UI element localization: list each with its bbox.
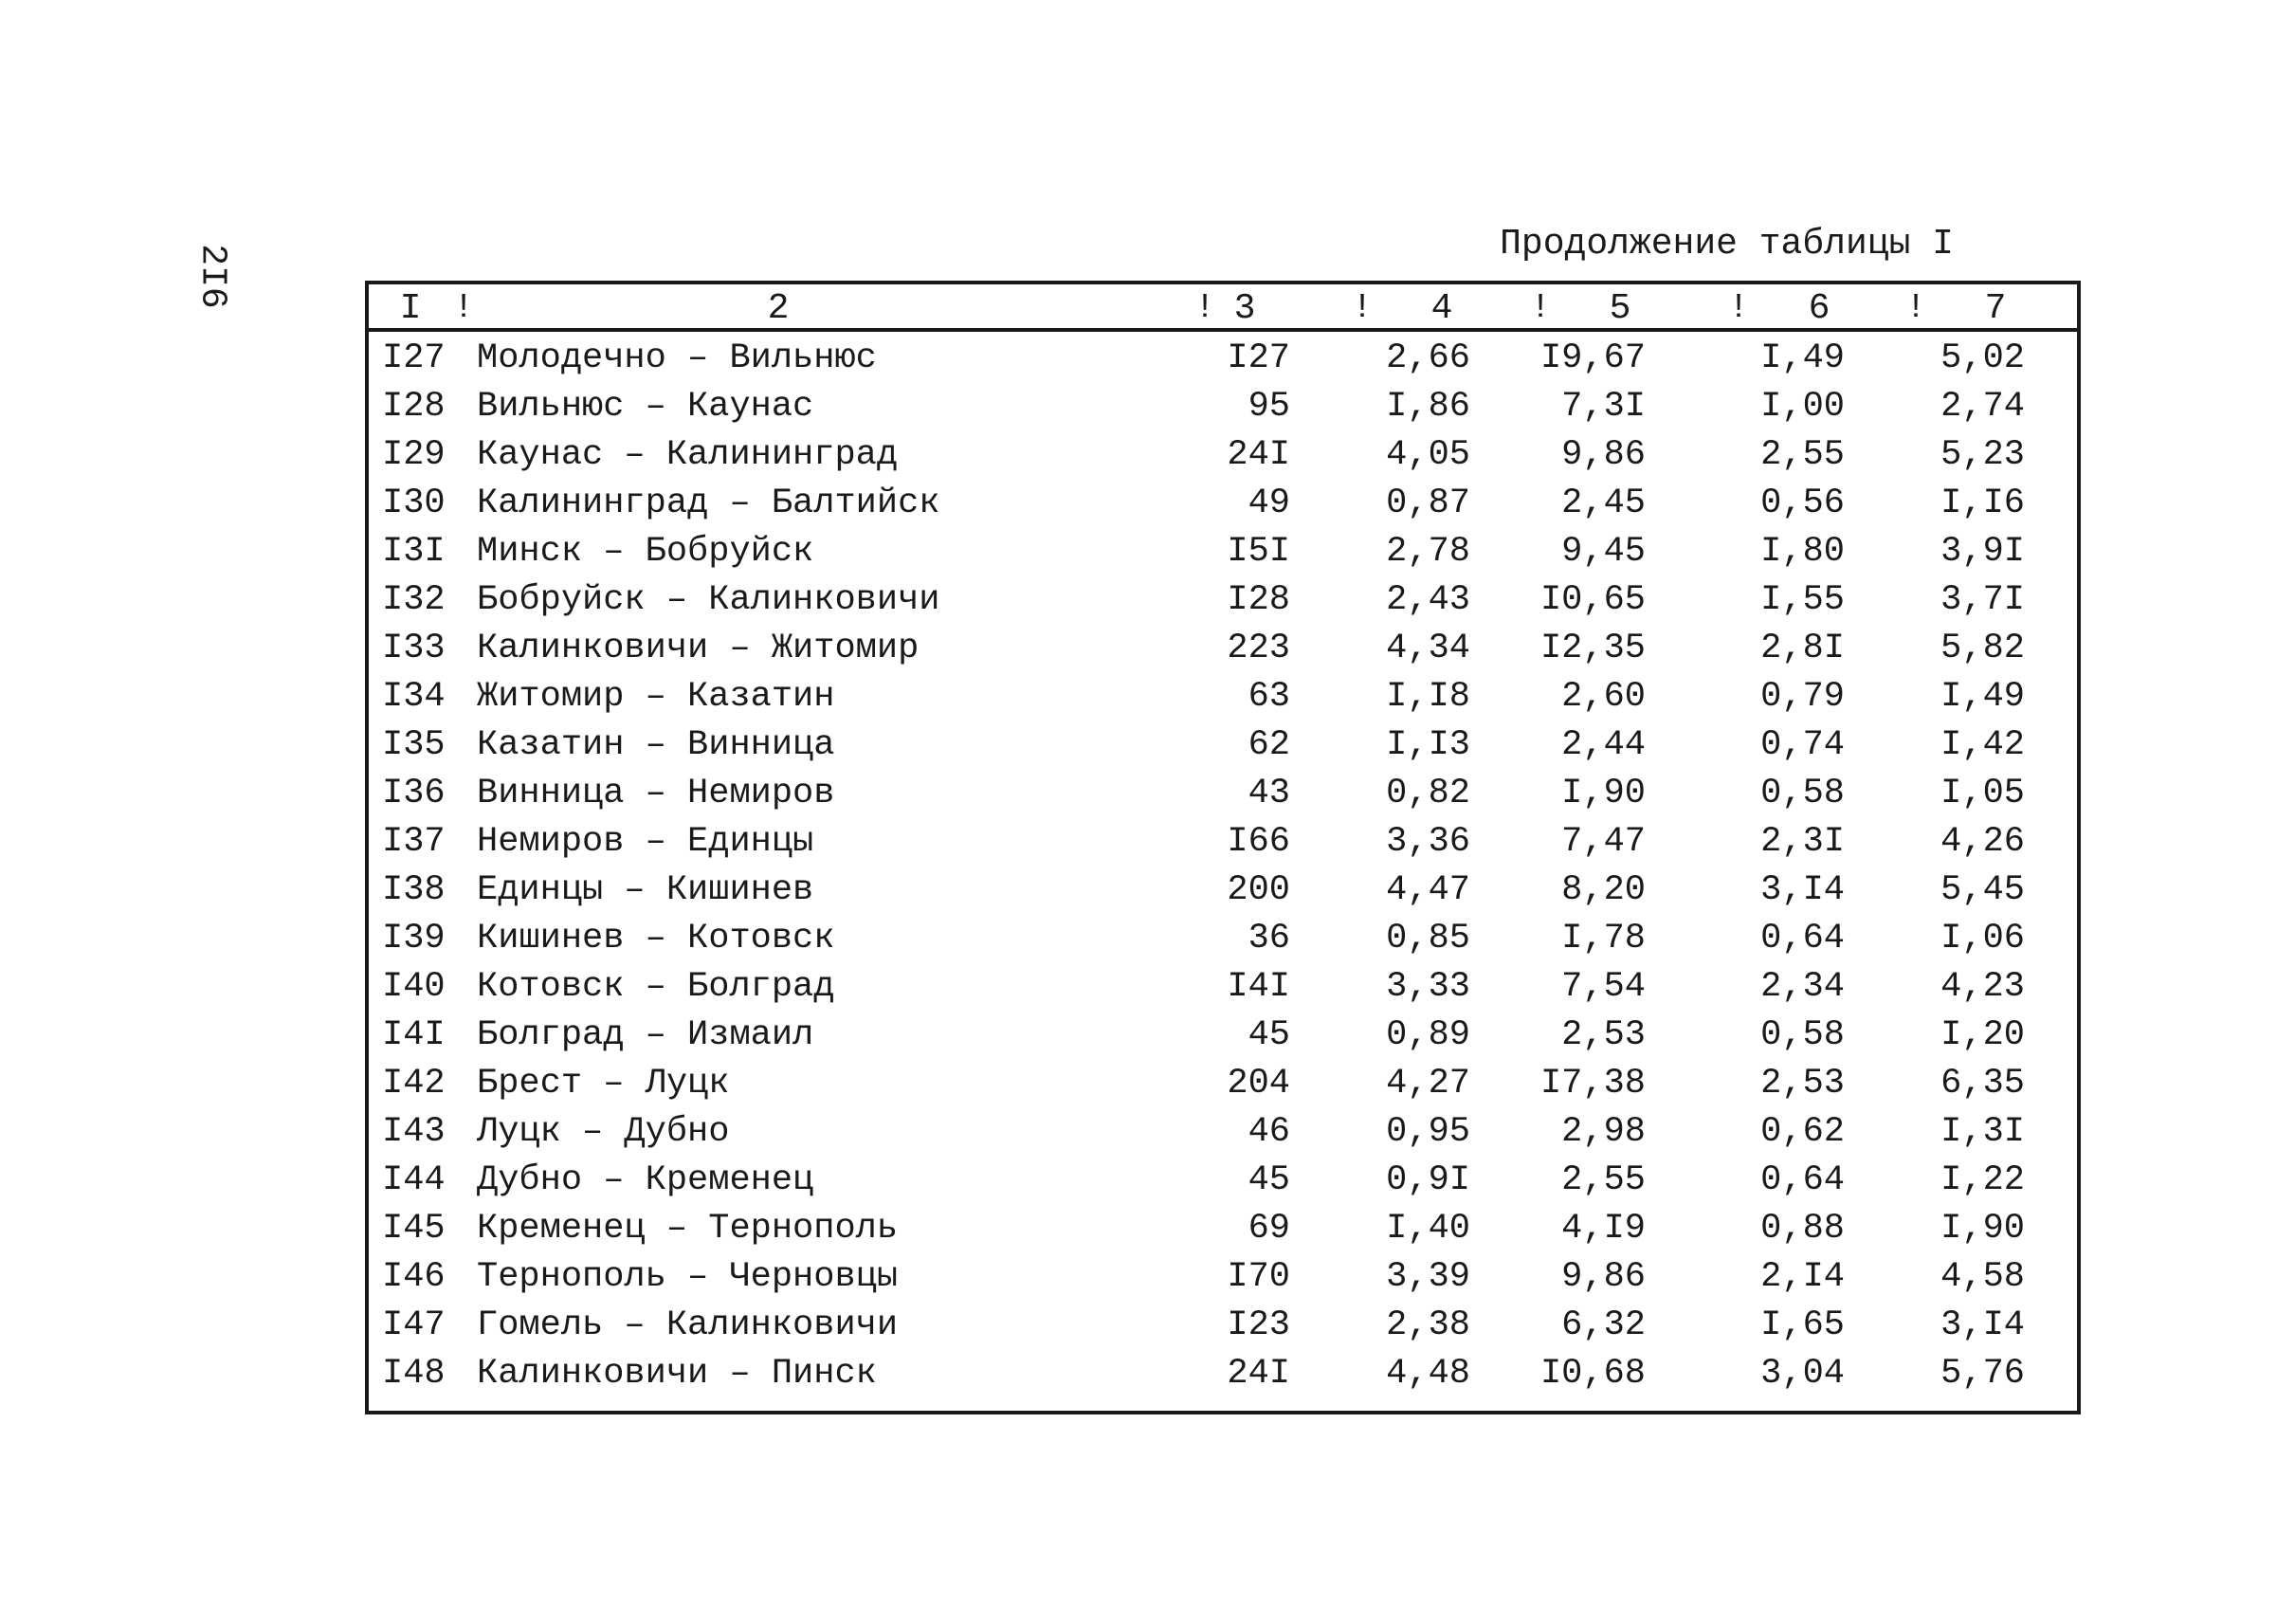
col-3-value: 204 bbox=[1227, 1064, 1290, 1104]
page-number: 2I6 bbox=[191, 244, 233, 309]
col-3-value: 49 bbox=[1248, 484, 1290, 523]
table-row bbox=[369, 815, 2077, 864]
col-5-value: I,78 bbox=[1561, 919, 1646, 958]
data-table bbox=[365, 281, 2081, 1414]
route-name: Винница – Немиров bbox=[477, 774, 835, 813]
route-name: Болград – Измаил bbox=[477, 1015, 814, 1055]
route-name: Вильнюс – Каунас bbox=[477, 387, 814, 427]
row-number: I38 bbox=[382, 870, 446, 910]
col-5-value: 7,54 bbox=[1561, 967, 1646, 1007]
table-row bbox=[369, 1009, 2077, 1057]
col-6-value: 3,I4 bbox=[1760, 870, 1845, 910]
table-row bbox=[369, 1202, 2077, 1250]
table-row bbox=[369, 670, 2077, 719]
route-name: Житомир – Казатин bbox=[477, 677, 835, 717]
route-name: Дубно – Кременец bbox=[477, 1160, 814, 1200]
table-row bbox=[369, 525, 2077, 574]
row-number: I47 bbox=[382, 1305, 446, 1345]
row-number: I46 bbox=[382, 1257, 446, 1297]
header-col-1: I bbox=[399, 288, 422, 329]
row-number: I33 bbox=[382, 629, 446, 668]
col-5-value: 2,60 bbox=[1561, 677, 1646, 717]
table-row bbox=[369, 767, 2077, 815]
col-7-value: 4,26 bbox=[1940, 822, 2025, 862]
col-4-value: 3,39 bbox=[1386, 1257, 1470, 1297]
col-7-value: I,I6 bbox=[1940, 484, 2025, 523]
col-7-value: I,49 bbox=[1940, 677, 2025, 717]
col-4-value: 0,82 bbox=[1386, 774, 1470, 813]
col-4-value: I,86 bbox=[1386, 387, 1470, 427]
col-5-value: I0,68 bbox=[1539, 1354, 1646, 1394]
col-6-value: 3,04 bbox=[1760, 1354, 1845, 1394]
table-row bbox=[369, 380, 2077, 429]
table-row bbox=[369, 1057, 2077, 1105]
col-7-value: 3,9I bbox=[1940, 532, 2025, 572]
header-separator: ! bbox=[453, 288, 474, 327]
header-col-5: 5 bbox=[1609, 288, 1631, 329]
col-6-value: I,49 bbox=[1760, 338, 1845, 378]
table-row bbox=[369, 1250, 2077, 1299]
col-7-value: 5,45 bbox=[1940, 870, 2025, 910]
col-4-value: 0,89 bbox=[1386, 1015, 1470, 1055]
col-4-value: I,I8 bbox=[1386, 677, 1470, 717]
col-7-value: 5,82 bbox=[1940, 629, 2025, 668]
route-name: Калининград – Балтийск bbox=[477, 484, 940, 523]
table-row bbox=[369, 912, 2077, 960]
table-row bbox=[369, 1105, 2077, 1154]
col-6-value: 0,62 bbox=[1760, 1112, 1845, 1152]
col-3-value: I27 bbox=[1227, 338, 1290, 378]
table-row bbox=[369, 864, 2077, 912]
col-5-value: 8,20 bbox=[1561, 870, 1646, 910]
table-header bbox=[369, 284, 2077, 332]
col-3-value: I66 bbox=[1227, 822, 1290, 862]
col-3-value: 24I bbox=[1227, 435, 1290, 475]
col-6-value: 0,74 bbox=[1760, 725, 1845, 765]
col-5-value: 7,3I bbox=[1561, 387, 1646, 427]
table-row bbox=[369, 429, 2077, 477]
table-row bbox=[369, 1347, 2077, 1396]
col-6-value: 0,64 bbox=[1760, 919, 1845, 958]
row-number: I48 bbox=[382, 1354, 446, 1394]
col-3-value: I70 bbox=[1227, 1257, 1290, 1297]
col-5-value: I9,67 bbox=[1539, 338, 1646, 378]
route-name: Кременец – Тернополь bbox=[477, 1209, 899, 1249]
header-separator: ! bbox=[1728, 288, 1749, 327]
col-7-value: I,90 bbox=[1940, 1209, 2025, 1249]
col-6-value: 0,58 bbox=[1760, 1015, 1845, 1055]
col-5-value: I,90 bbox=[1561, 774, 1646, 813]
route-name: Молодечно – Вильнюс bbox=[477, 338, 877, 378]
route-name: Калинковичи – Пинск bbox=[477, 1354, 877, 1394]
col-5-value: 2,44 bbox=[1561, 725, 1646, 765]
header-separator: ! bbox=[1352, 288, 1373, 327]
row-number: I4I bbox=[382, 1015, 446, 1055]
header-col-2: 2 bbox=[767, 288, 790, 329]
row-number: I37 bbox=[382, 822, 446, 862]
col-4-value: 4,34 bbox=[1386, 629, 1470, 668]
col-6-value: 2,34 bbox=[1760, 967, 1845, 1007]
route-name: Казатин – Винница bbox=[477, 725, 835, 765]
col-7-value: 6,35 bbox=[1940, 1064, 2025, 1104]
header-separator: ! bbox=[1194, 288, 1215, 327]
col-5-value: 9,45 bbox=[1561, 532, 1646, 572]
col-7-value: 2,74 bbox=[1940, 387, 2025, 427]
row-number: I27 bbox=[382, 338, 446, 378]
col-6-value: I,55 bbox=[1760, 580, 1845, 620]
table-row bbox=[369, 477, 2077, 525]
col-4-value: 2,66 bbox=[1386, 338, 1470, 378]
table-row bbox=[369, 332, 2077, 380]
row-number: I29 bbox=[382, 435, 446, 475]
route-name: Котовск – Болград bbox=[477, 967, 835, 1007]
route-name: Брест – Луцк bbox=[477, 1064, 730, 1104]
col-3-value: 63 bbox=[1248, 677, 1290, 717]
col-7-value: 4,23 bbox=[1940, 967, 2025, 1007]
col-3-value: 69 bbox=[1248, 1209, 1290, 1249]
col-3-value: 45 bbox=[1248, 1160, 1290, 1200]
col-4-value: I,40 bbox=[1386, 1209, 1470, 1249]
col-5-value: I2,35 bbox=[1539, 629, 1646, 668]
table-row bbox=[369, 574, 2077, 622]
table-caption: Продолжение таблицы I bbox=[1500, 224, 1954, 265]
col-3-value: 46 bbox=[1248, 1112, 1290, 1152]
col-4-value: 0,9I bbox=[1386, 1160, 1470, 1200]
col-3-value: I5I bbox=[1227, 532, 1290, 572]
row-number: I35 bbox=[382, 725, 446, 765]
route-name: Луцк – Дубно bbox=[477, 1112, 730, 1152]
col-3-value: 223 bbox=[1227, 629, 1290, 668]
row-number: I34 bbox=[382, 677, 446, 717]
col-3-value: 200 bbox=[1227, 870, 1290, 910]
col-7-value: I,05 bbox=[1940, 774, 2025, 813]
header-separator: ! bbox=[1530, 288, 1551, 327]
row-number: I44 bbox=[382, 1160, 446, 1200]
row-number: I40 bbox=[382, 967, 446, 1007]
header-col-3: 3 bbox=[1233, 288, 1256, 329]
col-5-value: I0,65 bbox=[1539, 580, 1646, 620]
route-name: Тернополь – Черновцы bbox=[477, 1257, 899, 1297]
col-6-value: 2,3I bbox=[1760, 822, 1845, 862]
col-6-value: 0,64 bbox=[1760, 1160, 1845, 1200]
col-6-value: 2,53 bbox=[1760, 1064, 1845, 1104]
row-number: I30 bbox=[382, 484, 446, 523]
col-3-value: I4I bbox=[1227, 967, 1290, 1007]
col-5-value: 6,32 bbox=[1561, 1305, 1646, 1345]
table-body bbox=[369, 332, 2077, 1396]
table-row bbox=[369, 622, 2077, 670]
col-6-value: 0,56 bbox=[1760, 484, 1845, 523]
col-6-value: 2,8I bbox=[1760, 629, 1845, 668]
col-7-value: I,42 bbox=[1940, 725, 2025, 765]
col-7-value: I,20 bbox=[1940, 1015, 2025, 1055]
row-number: I32 bbox=[382, 580, 446, 620]
col-4-value: 2,78 bbox=[1386, 532, 1470, 572]
col-5-value: 7,47 bbox=[1561, 822, 1646, 862]
col-6-value: 0,88 bbox=[1760, 1209, 1845, 1249]
col-5-value: 2,53 bbox=[1561, 1015, 1646, 1055]
col-4-value: 4,05 bbox=[1386, 435, 1470, 475]
col-4-value: 0,95 bbox=[1386, 1112, 1470, 1152]
col-7-value: 3,I4 bbox=[1940, 1305, 2025, 1345]
col-7-value: 5,02 bbox=[1940, 338, 2025, 378]
col-3-value: 95 bbox=[1248, 387, 1290, 427]
row-number: I42 bbox=[382, 1064, 446, 1104]
col-4-value: 0,85 bbox=[1386, 919, 1470, 958]
col-3-value: I23 bbox=[1227, 1305, 1290, 1345]
route-name: Бобруйск – Калинковичи bbox=[477, 580, 940, 620]
col-4-value: 0,87 bbox=[1386, 484, 1470, 523]
col-5-value: 9,86 bbox=[1561, 435, 1646, 475]
col-7-value: 4,58 bbox=[1940, 1257, 2025, 1297]
header-col-7: 7 bbox=[1984, 288, 2007, 329]
col-5-value: I7,38 bbox=[1539, 1064, 1646, 1104]
col-5-value: 2,98 bbox=[1561, 1112, 1646, 1152]
col-6-value: 2,55 bbox=[1760, 435, 1845, 475]
header-col-6: 6 bbox=[1808, 288, 1831, 329]
col-4-value: 4,27 bbox=[1386, 1064, 1470, 1104]
row-number: I39 bbox=[382, 919, 446, 958]
col-4-value: 4,48 bbox=[1386, 1354, 1470, 1394]
col-4-value: 3,33 bbox=[1386, 967, 1470, 1007]
row-number: I43 bbox=[382, 1112, 446, 1152]
table-row bbox=[369, 1154, 2077, 1202]
row-number: I45 bbox=[382, 1209, 446, 1249]
col-5-value: 4,I9 bbox=[1561, 1209, 1646, 1249]
col-7-value: I,3I bbox=[1940, 1112, 2025, 1152]
col-6-value: I,80 bbox=[1760, 532, 1845, 572]
col-4-value: I,I3 bbox=[1386, 725, 1470, 765]
col-7-value: 5,23 bbox=[1940, 435, 2025, 475]
route-name: Кишинев – Котовск bbox=[477, 919, 835, 958]
col-6-value: 2,I4 bbox=[1760, 1257, 1845, 1297]
col-5-value: 2,45 bbox=[1561, 484, 1646, 523]
col-3-value: 36 bbox=[1248, 919, 1290, 958]
header-separator: ! bbox=[1905, 288, 1926, 327]
col-6-value: I,65 bbox=[1760, 1305, 1845, 1345]
col-3-value: 45 bbox=[1248, 1015, 1290, 1055]
table-row bbox=[369, 1299, 2077, 1347]
route-name: Калинковичи – Житомир bbox=[477, 629, 920, 668]
route-name: Немиров – Единцы bbox=[477, 822, 814, 862]
col-7-value: I,22 bbox=[1940, 1160, 2025, 1200]
col-3-value: 43 bbox=[1248, 774, 1290, 813]
table-row bbox=[369, 719, 2077, 767]
col-6-value: I,00 bbox=[1760, 387, 1845, 427]
table-row bbox=[369, 960, 2077, 1009]
col-3-value: 62 bbox=[1248, 725, 1290, 765]
col-6-value: 0,58 bbox=[1760, 774, 1845, 813]
row-number: I28 bbox=[382, 387, 446, 427]
col-4-value: 2,38 bbox=[1386, 1305, 1470, 1345]
col-5-value: 9,86 bbox=[1561, 1257, 1646, 1297]
route-name: Единцы – Кишинев bbox=[477, 870, 814, 910]
row-number: I36 bbox=[382, 774, 446, 813]
col-7-value: 3,7I bbox=[1940, 580, 2025, 620]
route-name: Минск – Бобруйск bbox=[477, 532, 814, 572]
col-6-value: 0,79 bbox=[1760, 677, 1845, 717]
col-7-value: 5,76 bbox=[1940, 1354, 2025, 1394]
col-3-value: 24I bbox=[1227, 1354, 1290, 1394]
col-4-value: 2,43 bbox=[1386, 580, 1470, 620]
route-name: Каунас – Калининград bbox=[477, 435, 899, 475]
col-7-value: I,06 bbox=[1940, 919, 2025, 958]
route-name: Гомель – Калинковичи bbox=[477, 1305, 899, 1345]
col-5-value: 2,55 bbox=[1561, 1160, 1646, 1200]
col-3-value: I28 bbox=[1227, 580, 1290, 620]
row-number: I3I bbox=[382, 532, 446, 572]
col-4-value: 3,36 bbox=[1386, 822, 1470, 862]
col-4-value: 4,47 bbox=[1386, 870, 1470, 910]
header-col-4: 4 bbox=[1430, 288, 1453, 329]
